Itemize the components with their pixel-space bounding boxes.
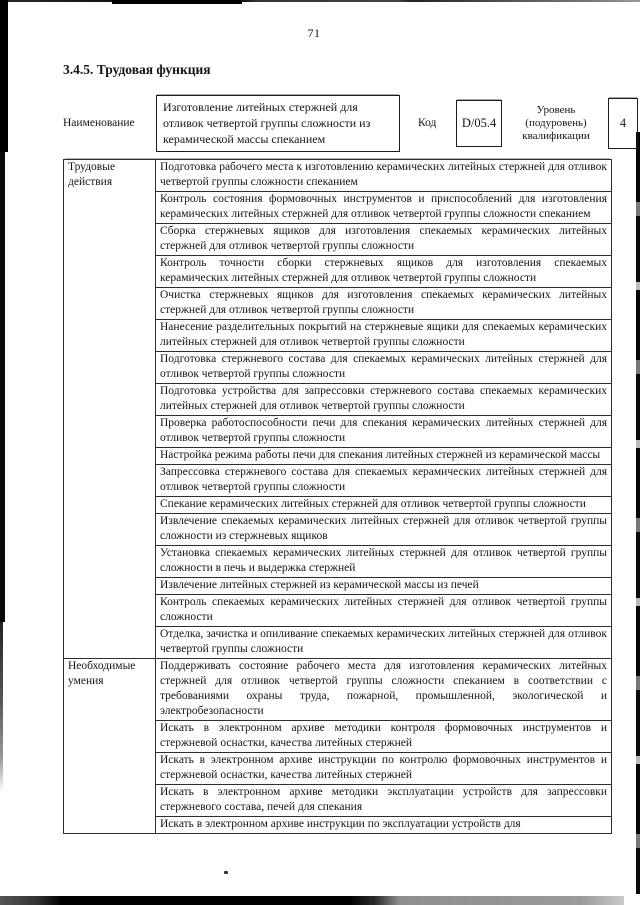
table-cell: Запрессовка стержневого состава для спекаемых керамических литейных стержней для отливок четвертой группы сложности	[156, 465, 612, 497]
table-cell: Отделка, зачистка и опиливание спекаемых керамических литейных стержней для отливок четвертой группы сложности	[156, 627, 612, 659]
table-cell: Очистка стержневых ящиков для изготовления спекаемых керамических литейных стержней для отливок четвертой группы сложности	[156, 288, 612, 320]
table-cell: Подготовка устройства для запрессовки стержневого состава спекаемых керамических литейных стержней для отливок четвертой группы сложности	[156, 384, 612, 416]
function-code-box: D/05.4	[456, 100, 502, 147]
table-cell: Извлечение спекаемых керамических литейных стержней для отливок четвертой группы сложности из стержневых ящиков	[156, 514, 612, 546]
table-cell: Извлечение литейных стержней из керамической массы из печей	[156, 578, 612, 595]
scan-right-edge	[636, 132, 640, 894]
table-cell: Сборка стержневых ящиков для изготовления спекаемых керамических литейных стержней для отливок четвертой группы сложности	[156, 224, 612, 256]
table-cell: Проверка работоспособности печи для спекания керамических литейных стержней для отливок четвертой группы сложности	[156, 416, 612, 448]
code-label: Код	[418, 117, 437, 129]
table-cell: Искать в электронном архиве инструкции по контролю формовочных инструментов и стержневой оснастки, качества литейных стержней	[156, 753, 612, 785]
table-row	[64, 160, 612, 192]
scan-top-edge-segment	[112, 0, 242, 4]
table-cell: Поддерживать состояние рабочего места для изготовления керамических литейных стержней для отливок четвертой группы сложности спеканием в соответствии с требованиями охраны труда, пожарной, промышленной, экологической и электробезопасности	[156, 659, 612, 721]
table-cell: Контроль состояния формовочных инструментов и приспособлений для изготовления керамических литейных стержней для отливок четвертой группы сложности спеканием	[156, 192, 612, 224]
table-cell: Нанесение разделительных покрытий на стержневые ящики для спекаемых керамических литейных стержней для отливок четвертой группы сложности	[156, 320, 612, 352]
scan-left-edge	[0, 622, 3, 792]
row-group-label: Необходимые умения	[64, 659, 156, 834]
function-header	[63, 95, 627, 152]
table-cell: Искать в электронном архиве методики контроля формовочных инструментов и стержневой оснастки, качества литейных стержней	[156, 721, 612, 753]
function-name-box	[156, 95, 400, 152]
section-heading: 3.4.5. Трудовая функция	[63, 62, 211, 77]
function-name-value: Изготовление литейных стержней для отливок четвертой группы сложности из керамической массы спеканием	[163, 100, 371, 146]
table-cell: Подготовка стержневого состава для спекаемых керамических литейных стержней для отливок четвертой группы сложности	[156, 352, 612, 384]
scan-left-edge	[0, 152, 5, 622]
table-cell: Контроль точности сборки стержневых ящиков для изготовления спекаемых керамических литейных стержней для отливок четвертой группы сложности	[156, 256, 612, 288]
table-cell: Установка спекаемых керамических литейных стержней для отливок четвертой группы сложности в печь и выдержка стержней	[156, 546, 612, 578]
scan-speck	[224, 871, 228, 874]
scan-bottom-edge	[0, 896, 624, 905]
table-cell: Настройка режима работы печи для спекания литейных стержней из керамической массы	[156, 448, 612, 465]
table-cell: Подготовка рабочего места к изготовлению керамических литейных стержней для отливок четвертой группы сложности спеканием	[156, 160, 612, 192]
table-cell: Искать в электронном архиве методики эксплуатации устройств для запрессовки стержневого состава, печей для спекания	[156, 785, 612, 817]
name-label: Наименование	[63, 117, 135, 129]
table-cell: Искать в электронном архиве инструкции по эксплуатации устройств для	[156, 817, 612, 834]
row-group-label: Трудовые действия	[64, 160, 156, 659]
table-row	[64, 659, 612, 721]
main-table	[63, 159, 612, 834]
page-number: 71	[307, 26, 321, 40]
level-value-box: 4	[608, 98, 638, 149]
scan-left-edge	[0, 0, 8, 152]
scan-top-edge	[0, 0, 640, 2]
table-cell: Контроль спекаемых керамических литейных стержней для отливок четвертой группы сложности	[156, 595, 612, 627]
level-label: Уровень (подуровень) квалификации	[522, 104, 590, 142]
table-cell: Спекание керамических литейных стержней для отливок четвертой группы сложности	[156, 497, 612, 514]
